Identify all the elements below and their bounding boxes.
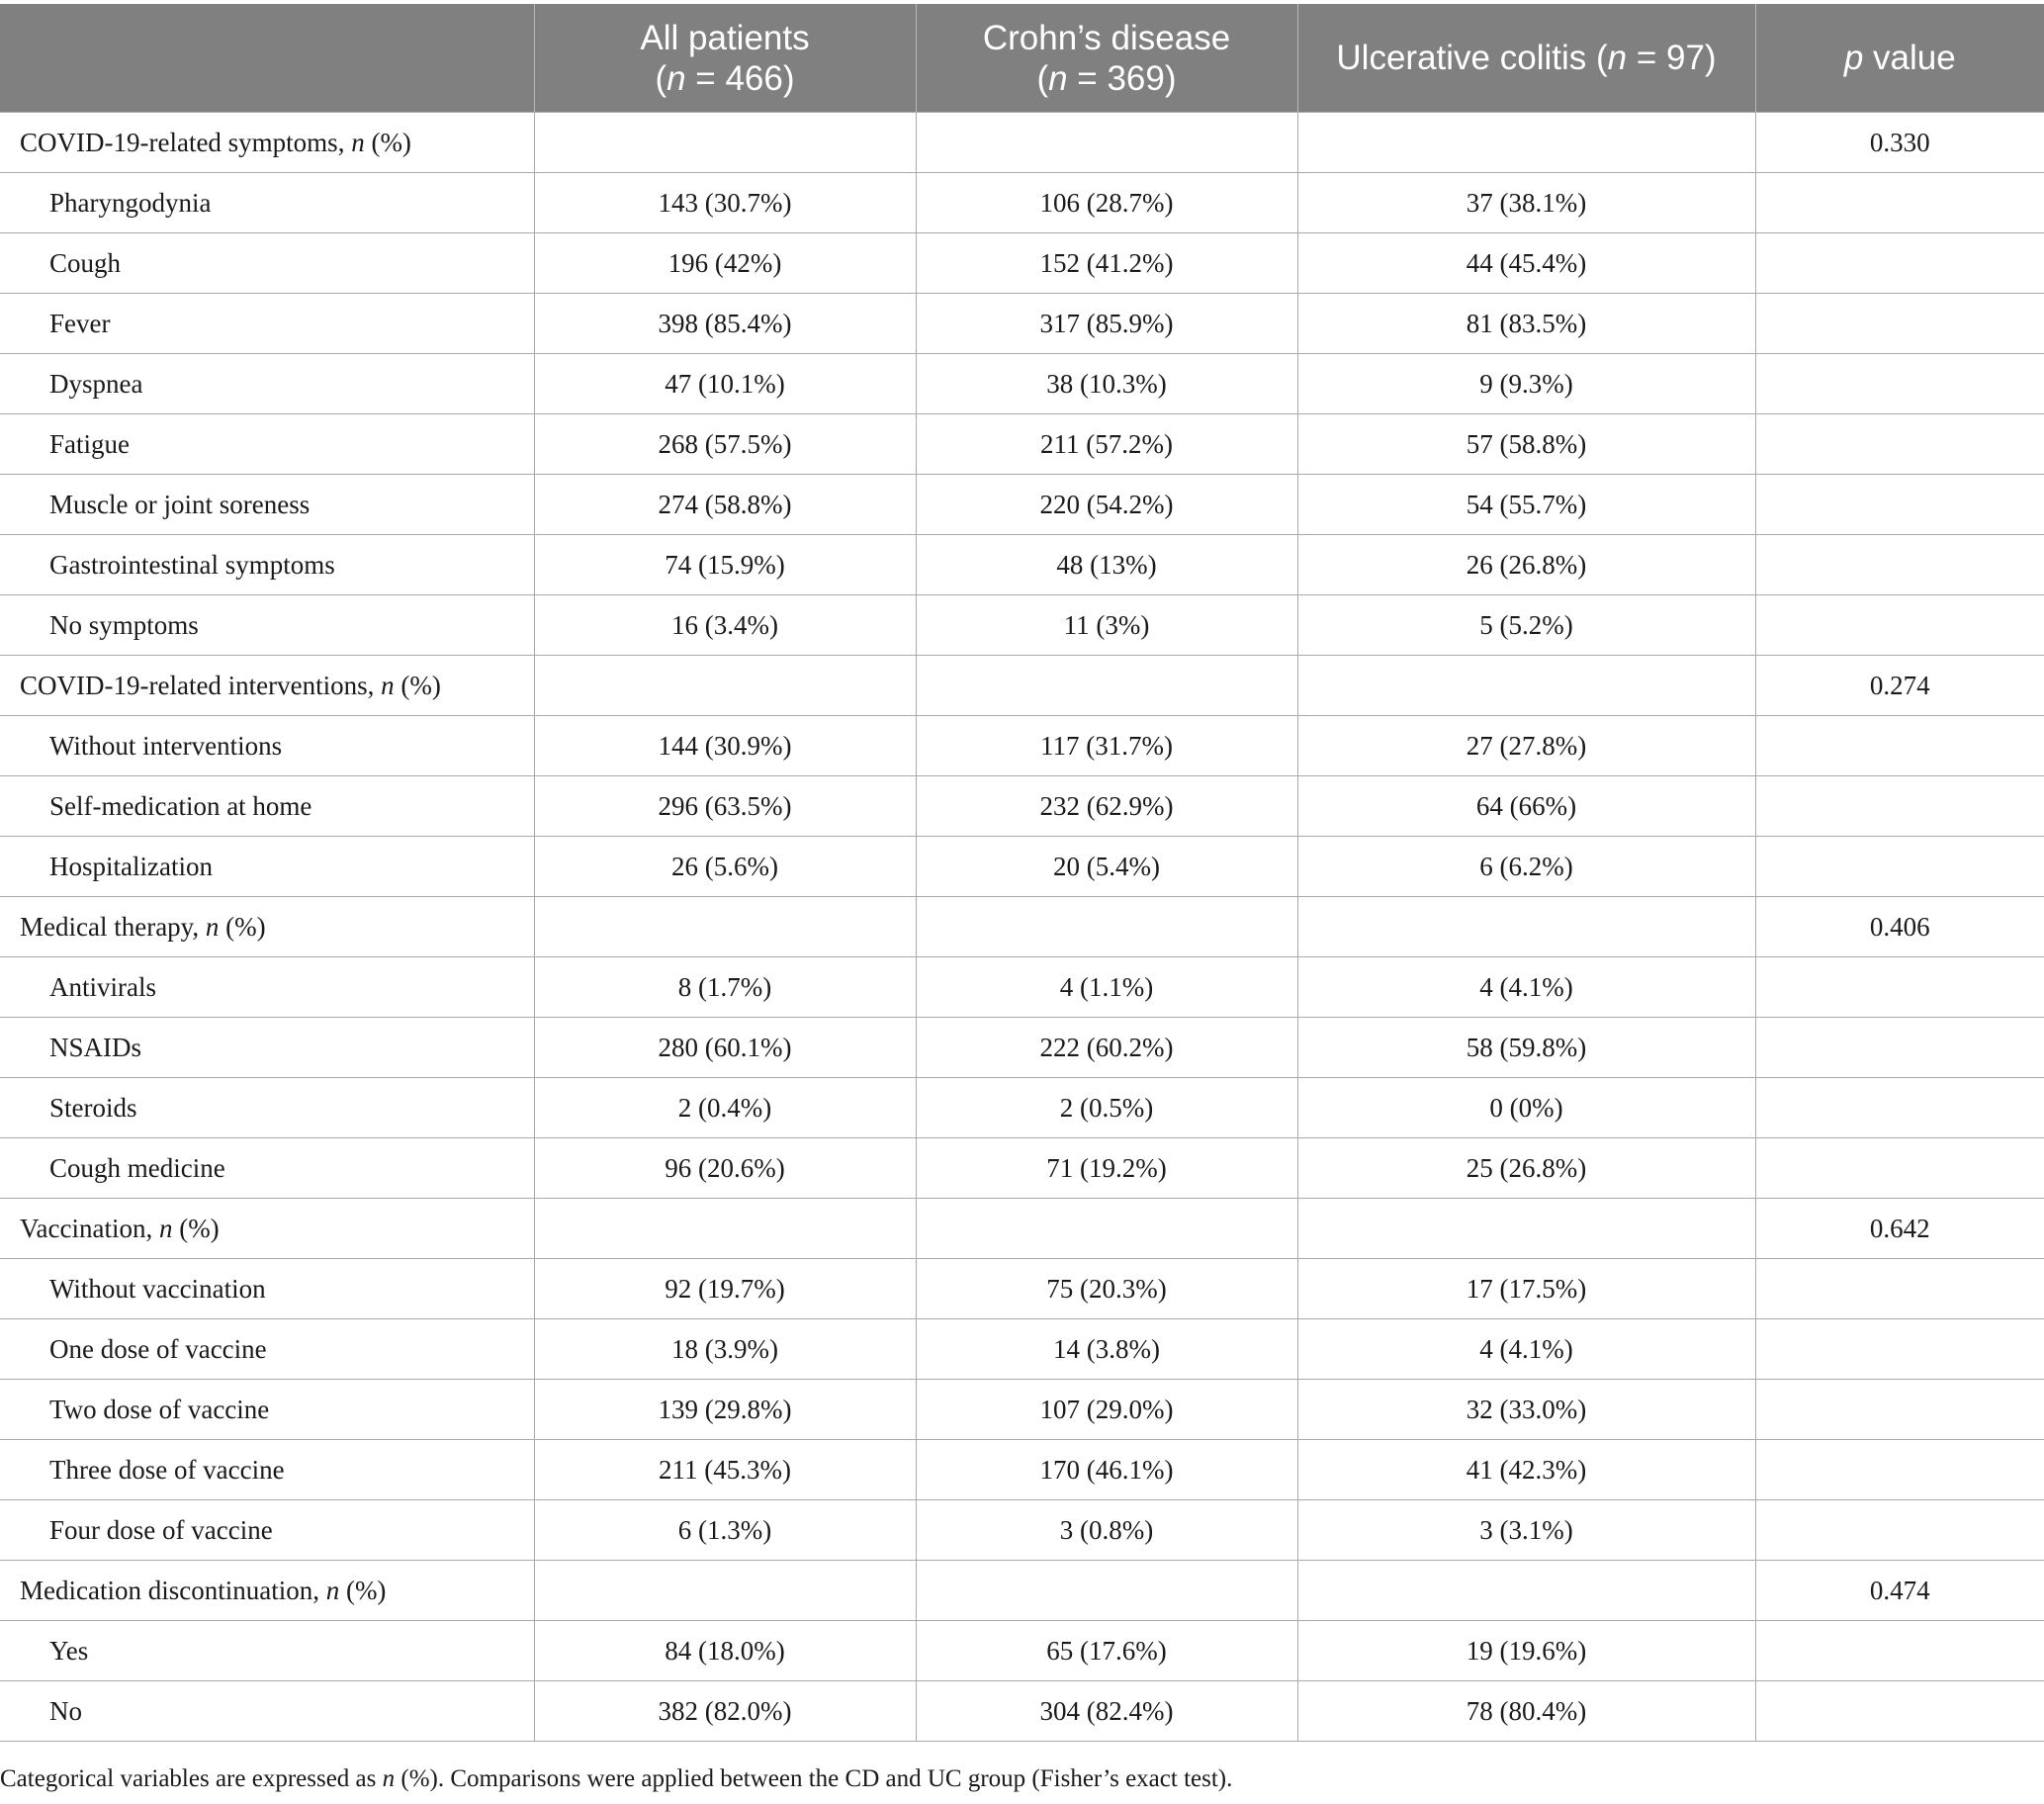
cell-p-value-empty: [1755, 1681, 2044, 1742]
header-p-value: [1755, 4, 2044, 113]
table-row: [0, 716, 2044, 776]
cell-p-value-empty: [1755, 837, 2044, 897]
section-p-value: 0.474: [1755, 1561, 2044, 1621]
section-n-var: n: [351, 127, 365, 157]
section-n-var: n: [205, 911, 220, 942]
header-ulcerative-colitis: [1297, 4, 1755, 113]
section-empty-cell: [916, 1561, 1297, 1621]
header-all-patients-n-var: n: [667, 58, 686, 98]
cell-all-patients: 211 (45.3%): [534, 1440, 916, 1500]
row-label: Steroids: [0, 1078, 534, 1138]
cell-p-value-empty: [1755, 1138, 2044, 1199]
section-unit: (%): [172, 1213, 220, 1243]
table-row: [0, 1500, 2044, 1561]
cell-crohns-disease: 106 (28.7%): [916, 173, 1297, 233]
cell-ulcerative-colitis: 4 (4.1%): [1297, 1319, 1755, 1380]
cell-all-patients: 92 (19.7%): [534, 1259, 916, 1319]
cell-ulcerative-colitis: 32 (33.0%): [1297, 1380, 1755, 1440]
cell-ulcerative-colitis: 6 (6.2%): [1297, 837, 1755, 897]
row-label: Three dose of vaccine: [0, 1440, 534, 1500]
cell-p-value-empty: [1755, 595, 2044, 656]
cell-crohns-disease: 48 (13%): [916, 535, 1297, 595]
cell-all-patients: 139 (29.8%): [534, 1380, 916, 1440]
table-row: [0, 1259, 2044, 1319]
cell-ulcerative-colitis: 9 (9.3%): [1297, 354, 1755, 414]
header-crohns-disease-label: Crohn’s disease: [982, 18, 1231, 57]
cell-ulcerative-colitis: 57 (58.8%): [1297, 414, 1755, 475]
cell-crohns-disease: 20 (5.4%): [916, 837, 1297, 897]
header-crohns-disease-n-var: n: [1048, 58, 1068, 98]
cell-p-value-empty: [1755, 1078, 2044, 1138]
section-row: [0, 113, 2044, 173]
cell-p-value-empty: [1755, 173, 2044, 233]
table-row: [0, 414, 2044, 475]
cell-ulcerative-colitis: 41 (42.3%): [1297, 1440, 1755, 1500]
section-n-var: n: [325, 1575, 340, 1605]
results-table-container: [0, 4, 2044, 1742]
cell-all-patients: 18 (3.9%): [534, 1319, 916, 1380]
cell-p-value-empty: [1755, 1621, 2044, 1681]
cell-crohns-disease: 117 (31.7%): [916, 716, 1297, 776]
table-footnote: [0, 1764, 1232, 1794]
cell-crohns-disease: 11 (3%): [916, 595, 1297, 656]
cell-ulcerative-colitis: 54 (55.7%): [1297, 475, 1755, 535]
cell-crohns-disease: 222 (60.2%): [916, 1018, 1297, 1078]
section-empty-cell: [1297, 113, 1755, 173]
section-label-cell: [0, 897, 534, 957]
cell-ulcerative-colitis: 5 (5.2%): [1297, 595, 1755, 656]
row-label: Cough medicine: [0, 1138, 534, 1199]
cell-ulcerative-colitis: 27 (27.8%): [1297, 716, 1755, 776]
section-row: [0, 1199, 2044, 1259]
table-row: [0, 1319, 2044, 1380]
table-row: [0, 1018, 2044, 1078]
results-table: [0, 4, 2044, 1742]
section-p-value: 0.330: [1755, 113, 2044, 173]
footnote-part1: Categorical variables are expressed as: [0, 1765, 383, 1792]
section-empty-cell: [1297, 1561, 1755, 1621]
section-label: Medical therapy,: [20, 911, 206, 942]
cell-ulcerative-colitis: 4 (4.1%): [1297, 957, 1755, 1018]
cell-ulcerative-colitis: 0 (0%): [1297, 1078, 1755, 1138]
table-header: [0, 4, 2044, 113]
cell-p-value-empty: [1755, 294, 2044, 354]
header-p-var: p: [1843, 39, 1864, 77]
table-row: [0, 1621, 2044, 1681]
table-row: [0, 1138, 2044, 1199]
cell-ulcerative-colitis: 81 (83.5%): [1297, 294, 1755, 354]
cell-p-value-empty: [1755, 414, 2044, 475]
cell-ulcerative-colitis: 78 (80.4%): [1297, 1681, 1755, 1742]
cell-ulcerative-colitis: 26 (26.8%): [1297, 535, 1755, 595]
cell-ulcerative-colitis: 44 (45.4%): [1297, 233, 1755, 294]
section-label-cell: [0, 113, 534, 173]
header-ulcerative-colitis-n-var: n: [1607, 39, 1628, 77]
cell-p-value-empty: [1755, 475, 2044, 535]
cell-all-patients: 26 (5.6%): [534, 837, 916, 897]
cell-crohns-disease: 65 (17.6%): [916, 1621, 1297, 1681]
section-label: Vaccination,: [20, 1213, 159, 1243]
section-empty-cell: [916, 897, 1297, 957]
cell-all-patients: 16 (3.4%): [534, 595, 916, 656]
section-unit: (%): [394, 670, 441, 700]
cell-crohns-disease: 107 (29.0%): [916, 1380, 1297, 1440]
section-empty-cell: [534, 897, 916, 957]
footnote-n-var: n: [382, 1765, 396, 1792]
cell-ulcerative-colitis: 64 (66%): [1297, 776, 1755, 837]
table-row: [0, 475, 2044, 535]
cell-ulcerative-colitis: 19 (19.6%): [1297, 1621, 1755, 1681]
cell-crohns-disease: 220 (54.2%): [916, 475, 1297, 535]
row-label: Antivirals: [0, 957, 534, 1018]
section-label-cell: [0, 656, 534, 716]
cell-all-patients: 8 (1.7%): [534, 957, 916, 1018]
row-label: Cough: [0, 233, 534, 294]
table-row: [0, 595, 2044, 656]
cell-all-patients: 274 (58.8%): [534, 475, 916, 535]
table-row: [0, 233, 2044, 294]
cell-ulcerative-colitis: 3 (3.1%): [1297, 1500, 1755, 1561]
table-body: [0, 113, 2044, 1742]
cell-all-patients: 382 (82.0%): [534, 1681, 916, 1742]
table-row: [0, 354, 2044, 414]
cell-all-patients: 268 (57.5%): [534, 414, 916, 475]
cell-p-value-empty: [1755, 1380, 2044, 1440]
cell-crohns-disease: 75 (20.3%): [916, 1259, 1297, 1319]
section-p-value: 0.642: [1755, 1199, 2044, 1259]
cell-crohns-disease: 71 (19.2%): [916, 1138, 1297, 1199]
header-crohns-disease-n-open: (: [1036, 58, 1049, 98]
section-label-cell: [0, 1199, 534, 1259]
section-empty-cell: [916, 1199, 1297, 1259]
cell-p-value-empty: [1755, 1018, 2044, 1078]
header-ulcerative-colitis-n: = 97): [1627, 39, 1717, 77]
cell-p-value-empty: [1755, 776, 2044, 837]
cell-p-value-empty: [1755, 1319, 2044, 1380]
section-empty-cell: [1297, 897, 1755, 957]
header-variable: [0, 4, 534, 113]
cell-crohns-disease: 211 (57.2%): [916, 414, 1297, 475]
row-label: Self-medication at home: [0, 776, 534, 837]
cell-ulcerative-colitis: 37 (38.1%): [1297, 173, 1755, 233]
cell-all-patients: 74 (15.9%): [534, 535, 916, 595]
row-label: Pharyngodynia: [0, 173, 534, 233]
table-row: [0, 535, 2044, 595]
row-label: No: [0, 1681, 534, 1742]
cell-crohns-disease: 38 (10.3%): [916, 354, 1297, 414]
row-label: One dose of vaccine: [0, 1319, 534, 1380]
cell-crohns-disease: 4 (1.1%): [916, 957, 1297, 1018]
row-label: Two dose of vaccine: [0, 1380, 534, 1440]
section-p-value: 0.274: [1755, 656, 2044, 716]
cell-all-patients: 398 (85.4%): [534, 294, 916, 354]
cell-crohns-disease: 317 (85.9%): [916, 294, 1297, 354]
row-label: Hospitalization: [0, 837, 534, 897]
row-label: Dyspnea: [0, 354, 534, 414]
cell-crohns-disease: 152 (41.2%): [916, 233, 1297, 294]
header-all-patients-n-open: (: [655, 58, 667, 98]
cell-p-value-empty: [1755, 716, 2044, 776]
section-n-var: n: [158, 1213, 173, 1243]
footnote-part2: (%). Comparisons were applied between the CD and UC group (Fisher’s exact test).: [395, 1765, 1233, 1792]
row-label: Yes: [0, 1621, 534, 1681]
header-all-patients-label: All patients: [640, 18, 810, 57]
cell-p-value-empty: [1755, 535, 2044, 595]
cell-crohns-disease: 170 (46.1%): [916, 1440, 1297, 1500]
section-empty-cell: [534, 1561, 916, 1621]
cell-p-value-empty: [1755, 957, 2044, 1018]
section-label: Medication discontinuation,: [20, 1575, 326, 1605]
table-row: [0, 776, 2044, 837]
table-row: [0, 957, 2044, 1018]
header-ulcerative-colitis-label: Ulcerative colitis (: [1336, 39, 1608, 77]
section-empty-cell: [1297, 656, 1755, 716]
cell-all-patients: 144 (30.9%): [534, 716, 916, 776]
header-crohns-disease: [916, 4, 1297, 113]
section-empty-cell: [534, 656, 916, 716]
section-row: [0, 1561, 2044, 1621]
section-empty-cell: [1297, 1199, 1755, 1259]
row-label: NSAIDs: [0, 1018, 534, 1078]
row-label: Without interventions: [0, 716, 534, 776]
table-row: [0, 1440, 2044, 1500]
section-label-cell: [0, 1561, 534, 1621]
section-empty-cell: [916, 656, 1297, 716]
section-empty-cell: [916, 113, 1297, 173]
section-empty-cell: [534, 1199, 916, 1259]
row-label: No symptoms: [0, 595, 534, 656]
header-all-patients: [534, 4, 916, 113]
section-n-var: n: [381, 670, 395, 700]
cell-all-patients: 143 (30.7%): [534, 173, 916, 233]
table-row: [0, 1078, 2044, 1138]
section-row: [0, 897, 2044, 957]
table-row: [0, 1380, 2044, 1440]
cell-p-value-empty: [1755, 354, 2044, 414]
section-unit: (%): [219, 911, 266, 942]
table-row: [0, 837, 2044, 897]
row-label: Gastrointestinal symptoms: [0, 535, 534, 595]
cell-ulcerative-colitis: 25 (26.8%): [1297, 1138, 1755, 1199]
table-row: [0, 1681, 2044, 1742]
row-label: Four dose of vaccine: [0, 1500, 534, 1561]
section-label: COVID-19-related symptoms,: [20, 127, 352, 157]
cell-all-patients: 6 (1.3%): [534, 1500, 916, 1561]
cell-all-patients: 280 (60.1%): [534, 1018, 916, 1078]
row-label: Fatigue: [0, 414, 534, 475]
table-row: [0, 294, 2044, 354]
cell-all-patients: 2 (0.4%): [534, 1078, 916, 1138]
cell-crohns-disease: 2 (0.5%): [916, 1078, 1297, 1138]
header-crohns-disease-n: = 369): [1067, 58, 1177, 98]
table-row: [0, 173, 2044, 233]
cell-p-value-empty: [1755, 1440, 2044, 1500]
section-row: [0, 656, 2044, 716]
cell-all-patients: 96 (20.6%): [534, 1138, 916, 1199]
row-label: Without vaccination: [0, 1259, 534, 1319]
cell-p-value-empty: [1755, 1500, 2044, 1561]
section-unit: (%): [339, 1575, 387, 1605]
header-all-patients-n: = 466): [685, 58, 795, 98]
section-unit: (%): [364, 127, 411, 157]
cell-crohns-disease: 304 (82.4%): [916, 1681, 1297, 1742]
cell-all-patients: 84 (18.0%): [534, 1621, 916, 1681]
cell-ulcerative-colitis: 58 (59.8%): [1297, 1018, 1755, 1078]
cell-all-patients: 47 (10.1%): [534, 354, 916, 414]
cell-all-patients: 196 (42%): [534, 233, 916, 294]
cell-crohns-disease: 3 (0.8%): [916, 1500, 1297, 1561]
section-p-value: 0.406: [1755, 897, 2044, 957]
cell-crohns-disease: 14 (3.8%): [916, 1319, 1297, 1380]
cell-p-value-empty: [1755, 1259, 2044, 1319]
header-row: [0, 4, 2044, 113]
cell-all-patients: 296 (63.5%): [534, 776, 916, 837]
section-label: COVID-19-related interventions,: [20, 670, 382, 700]
cell-ulcerative-colitis: 17 (17.5%): [1297, 1259, 1755, 1319]
header-p-value-label: value: [1863, 39, 1956, 77]
section-empty-cell: [534, 113, 916, 173]
row-label: Fever: [0, 294, 534, 354]
row-label: Muscle or joint soreness: [0, 475, 534, 535]
cell-crohns-disease: 232 (62.9%): [916, 776, 1297, 837]
cell-p-value-empty: [1755, 233, 2044, 294]
